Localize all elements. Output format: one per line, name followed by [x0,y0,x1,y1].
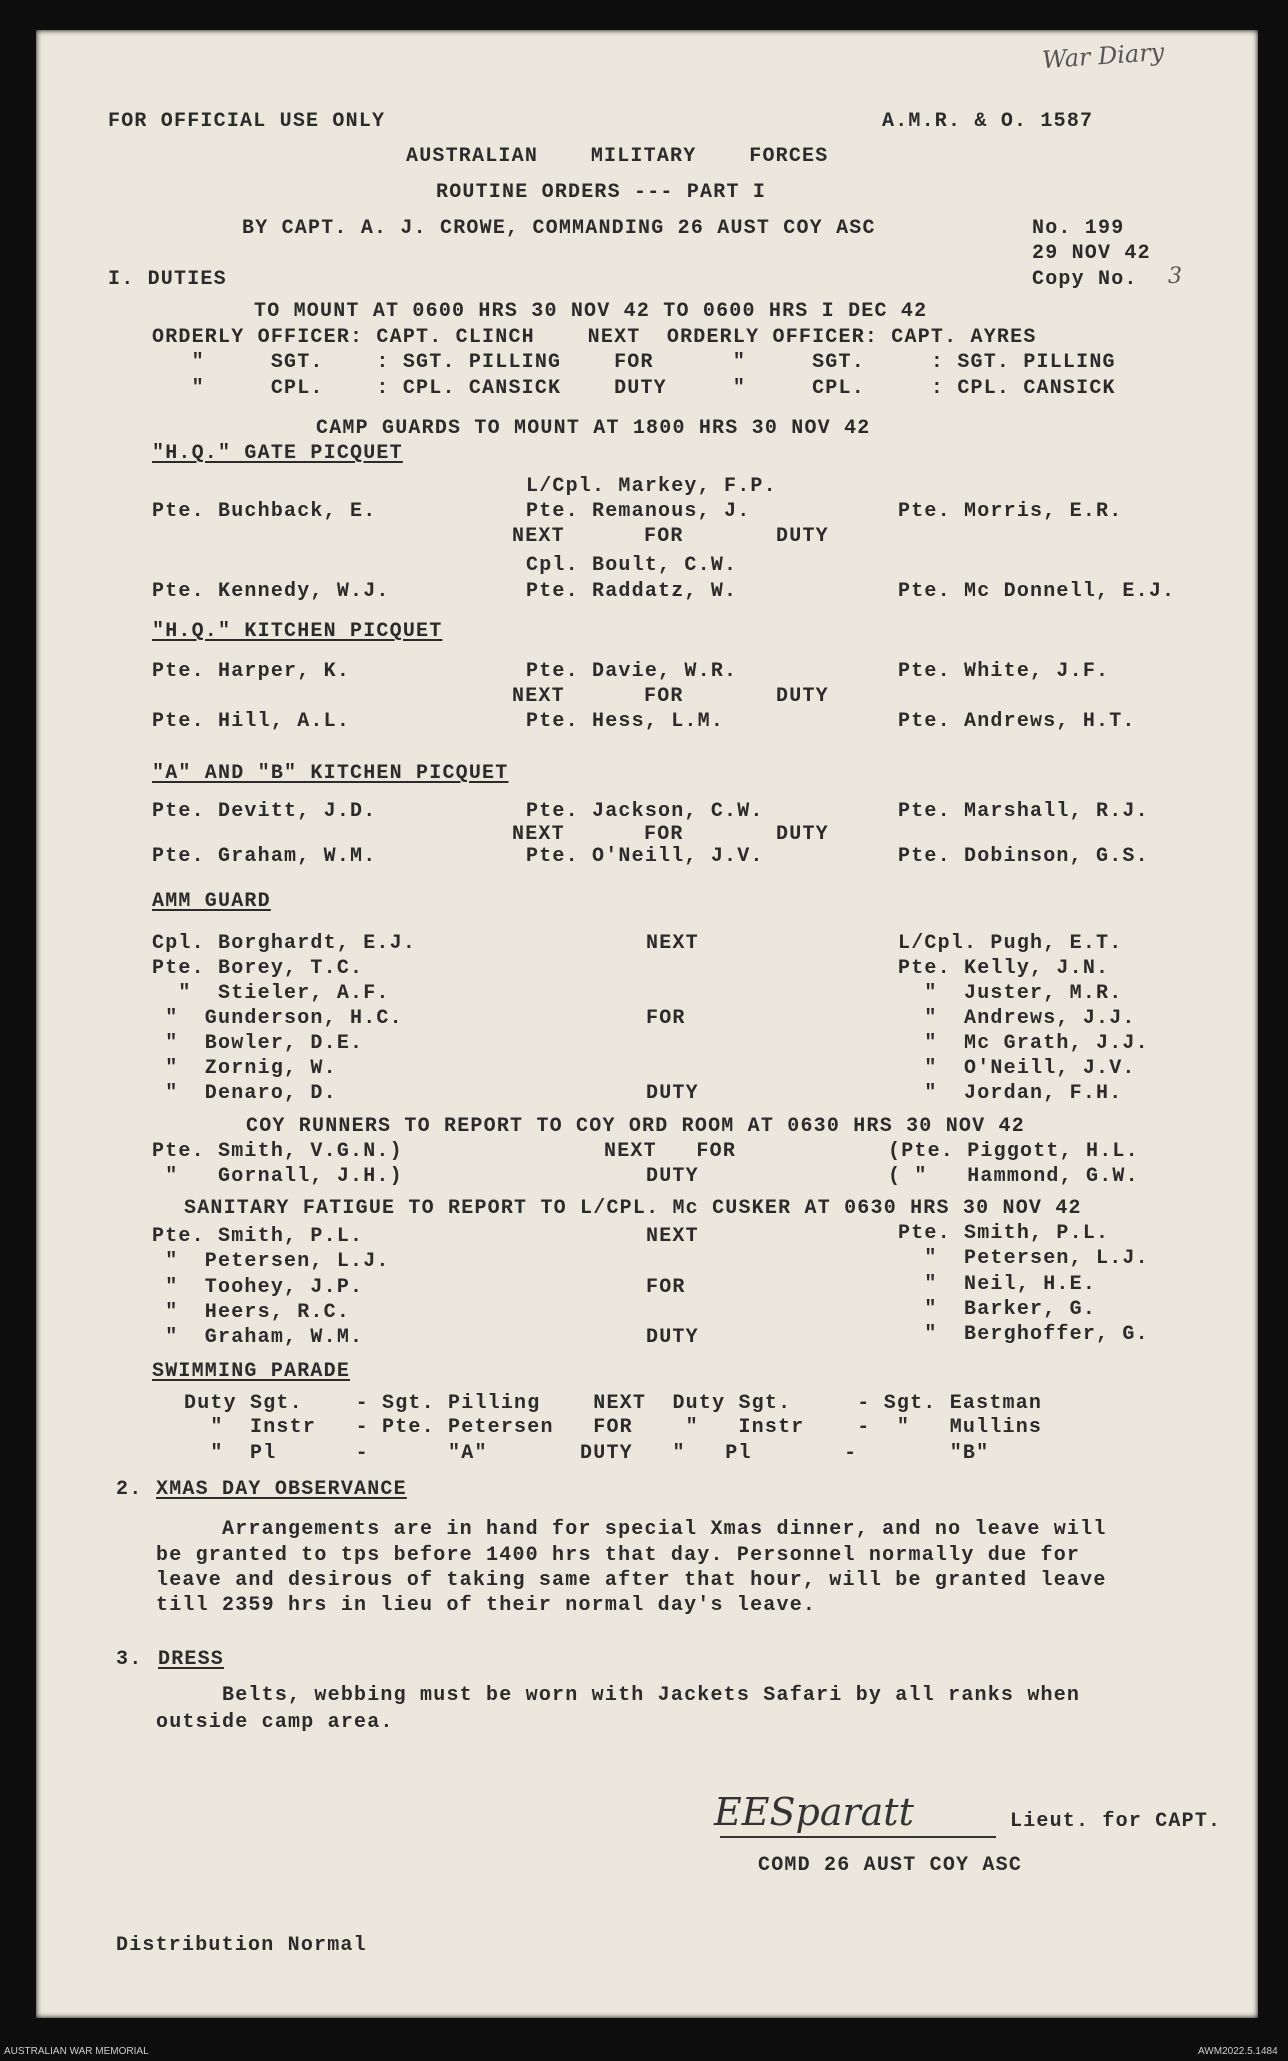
signature-line [720,1836,996,1838]
signatory-rank: Lieut. for CAPT. [1010,1810,1222,1833]
list-item: " Bowler, D.E. [152,1032,364,1055]
sanitary-for: FOR [646,1276,686,1299]
swimming-row: " Pl - "A" DUTY " Pl - "B" [184,1442,990,1465]
swimming-row: Duty Sgt. - Sgt. Pilling NEXT Duty Sgt. - Sgt. Eastman [184,1392,1043,1415]
list-item: Pte. Hill, A.L. [152,710,351,733]
command-line: COMD 26 AUST COY ASC [758,1854,1023,1877]
list-item: Pte. Smith, P.L. [898,1222,1110,1245]
forces-heading: AUSTRALIAN MILITARY FORCES [406,145,829,168]
list-item: " Neil, H.E. [898,1273,1097,1296]
sanitary-duty: DUTY [646,1326,699,1349]
list-item: L/Cpl. Markey, F.P. [526,475,777,498]
list-item: Cpl. Borghardt, E.J. [152,932,417,955]
copy-number-label: Copy No. [1032,268,1138,291]
xmas-line: be granted to tps before 1400 hrs that day. Personnel normally due for [156,1544,1081,1567]
swimming-row: " Instr - Pte. Petersen FOR " Instr - " Mullins [184,1416,1043,1439]
archive-reference: AWM2022.5.1484 [1198,2046,1278,2057]
list-item: Pte. Graham, W.M. [152,845,377,868]
list-item: " Juster, M.R. [898,982,1123,1005]
list-item: " Andrews, J.J. [898,1007,1136,1030]
copy-number-hand: 3 [1168,264,1182,289]
orderly-sgt-row: " SGT. : SGT. PILLING FOR " SGT. : SGT. PILLING [152,351,1116,374]
list-item: " Berghoffer, G. [898,1323,1149,1346]
next-for-duty: NEXT FOR DUTY [512,525,829,548]
war-diary-annotation: War Diary [1041,37,1166,75]
list-item: Pte. Remanous, J. [526,500,751,523]
xmas-number: 2. [116,1478,143,1501]
list-item: " Stieler, A.F. [152,982,390,1005]
list-item: Cpl. Boult, C.W. [526,554,738,577]
orderly-cpl-row: " CPL. : CPL. CANSICK DUTY " CPL. : CPL. CANSICK [152,377,1116,400]
dress-heading: DRESS [158,1648,225,1671]
duties-heading: I. DUTIES [108,268,227,291]
list-item: Pte. Devitt, J.D. [152,800,377,823]
list-item: Pte. Raddatz, W. [526,580,738,603]
list-item: Pte. Andrews, H.T. [898,710,1136,733]
xmas-line: leave and desirous of taking same after that hour, will be granted leave [156,1569,1107,1592]
distribution-note: Distribution Normal [116,1934,367,1957]
list-item: Pte. O'Neill, J.V. [526,845,764,868]
list-item: ( " Hammond, G.W. [888,1165,1139,1188]
next-for-duty: NEXT FOR DUTY [512,685,829,708]
amm-guard-heading: AMM GUARD [152,890,271,913]
list-item: " Petersen, L.J. [898,1247,1149,1270]
list-item: Pte. Smith, V.G.N.) [152,1140,403,1163]
swimming-heading: SWIMMING PARADE [152,1360,351,1383]
list-item: Pte. Dobinson, G.S. [898,845,1149,868]
list-item: " O'Neill, J.V. [898,1057,1136,1080]
list-item: Pte. Harper, K. [152,660,351,683]
amm-for: FOR [646,1007,686,1030]
list-item: Pte. Mc Donnell, E.J. [898,580,1176,603]
list-item: Pte. Davie, W.R. [526,660,738,683]
list-item: Pte. Hess, L.M. [526,710,725,733]
archive-credit: AUSTRALIAN WAR MEMORIAL [4,2046,149,2057]
xmas-line: till 2359 hrs in lieu of their normal day's leave. [156,1594,817,1617]
order-date: 29 NOV 42 [1032,242,1151,265]
ab-kitchen-heading: "A" AND "B" KITCHEN PICQUET [152,762,509,785]
official-use-label: FOR OFFICIAL USE ONLY [108,110,386,133]
orders-heading: ROUTINE ORDERS --- PART I [436,181,767,204]
dress-line: outside camp area. [156,1711,394,1734]
list-item: " Zornig, W. [152,1057,337,1080]
next-for-duty: NEXT FOR DUTY [512,823,829,846]
list-item: Pte. Jackson, C.W. [526,800,764,823]
list-item: " Heers, R.C. [152,1301,351,1324]
list-item: Pte. Buchback, E. [152,500,377,523]
list-item: " Toohey, J.P. [152,1276,364,1299]
orderly-officer-row: ORDERLY OFFICER: CAPT. CLINCH NEXT ORDERLY OFFICER: CAPT. AYRES [152,326,1037,349]
hq-kitchen-heading: "H.Q." KITCHEN PICQUET [152,620,443,643]
amm-duty: DUTY [646,1082,699,1105]
list-item: " Gornall, J.H.) [152,1165,403,1188]
list-item: " Mc Grath, J.J. [898,1032,1149,1055]
order-number: No. 199 [1032,217,1125,240]
list-item: " Barker, G. [898,1298,1097,1321]
handwritten-signature: EESparatt [714,1790,914,1834]
list-item: Pte. Borey, T.C. [152,957,364,980]
xmas-line: Arrangements are in hand for special Xmas dinner, and no leave will [156,1518,1107,1541]
runners-next-for: NEXT FOR [604,1140,737,1163]
dress-number: 3. [116,1648,143,1671]
sanitary-next: NEXT [646,1225,699,1248]
issued-by: BY CAPT. A. J. CROWE, COMMANDING 26 AUST COY ASC [242,217,876,240]
list-item: " Denaro, D. [152,1082,337,1105]
list-item: " Petersen, L.J. [152,1250,390,1273]
xmas-heading: XMAS DAY OBSERVANCE [156,1478,407,1501]
duties-mount: TO MOUNT AT 0600 HRS 30 NOV 42 TO 0600 HRS I DEC 42 [254,300,928,323]
list-item: (Pte. Piggott, H.L. [888,1140,1139,1163]
runners-heading: COY RUNNERS TO REPORT TO COY ORD ROOM AT 0630 HRS 30 NOV 42 [246,1115,1025,1138]
list-item: L/Cpl. Pugh, E.T. [898,932,1123,955]
amm-next: NEXT [646,932,699,955]
list-item: " Graham, W.M. [152,1326,364,1349]
list-item: Pte. Marshall, R.J. [898,800,1149,823]
reference-number: A.M.R. & O. 1587 [882,110,1094,133]
hq-gate-heading: "H.Q." GATE PICQUET [152,442,403,465]
dress-line: Belts, webbing must be worn with Jackets Safari by all ranks when [156,1684,1081,1707]
camp-guards-heading: CAMP GUARDS TO MOUNT AT 1800 HRS 30 NOV 42 [316,417,871,440]
list-item: Pte. Kennedy, W.J. [152,580,390,603]
list-item: Pte. Kelly, J.N. [898,957,1110,980]
list-item: Pte. Morris, E.R. [898,500,1123,523]
list-item: Pte. Smith, P.L. [152,1225,364,1248]
list-item: " Jordan, F.H. [898,1082,1123,1105]
runners-duty: DUTY [646,1165,699,1188]
sanitary-heading: SANITARY FATIGUE TO REPORT TO L/CPL. Mc CUSKER AT 0630 HRS 30 NOV 42 [184,1197,1082,1220]
list-item: Pte. White, J.F. [898,660,1110,683]
list-item: " Gunderson, H.C. [152,1007,403,1030]
